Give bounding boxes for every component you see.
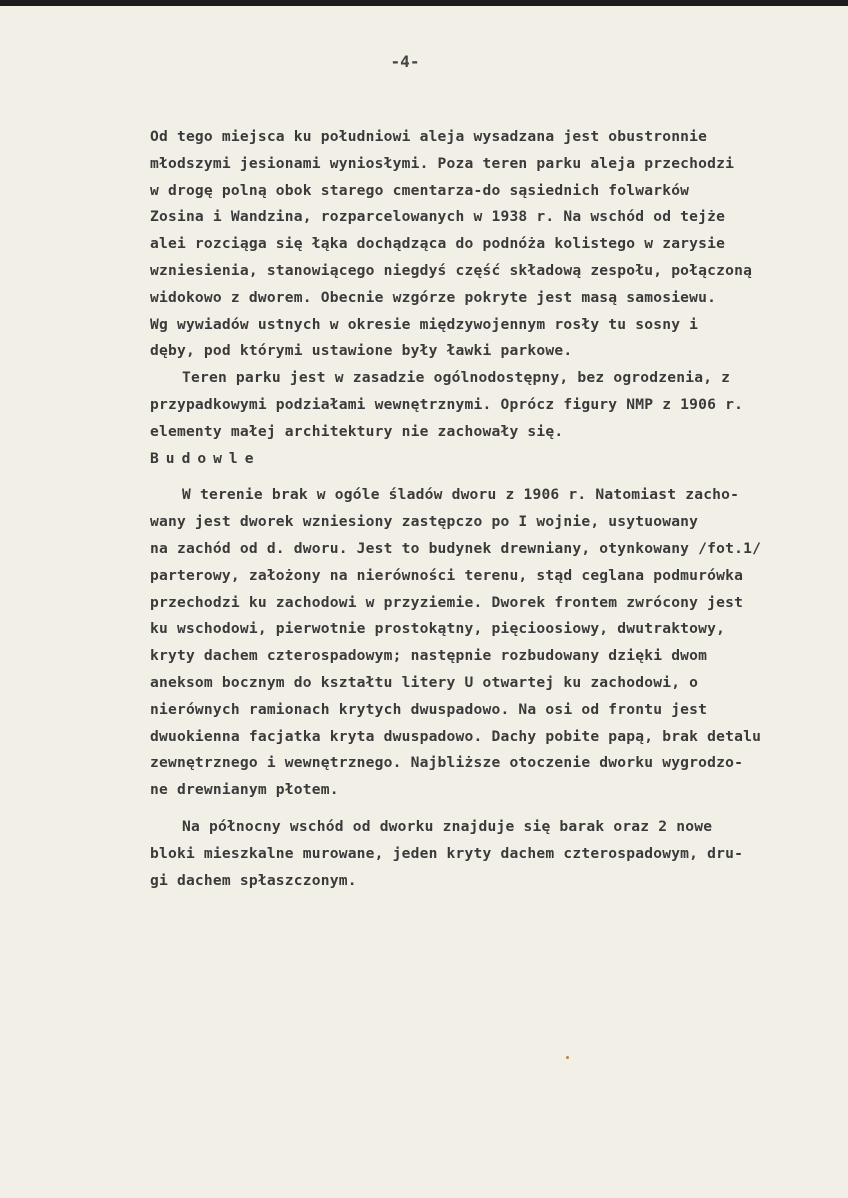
- text-line: W terenie brak w ogóle śladów dworu z 1906 r. Natomiast zacho-: [182, 486, 740, 504]
- text-line: Na północny wschód od dworku znajduje się barak oraz 2 nowe: [182, 817, 713, 835]
- section-heading: Budowle: [150, 449, 261, 467]
- text-line: widokowo z dworem. Obecnie wzgórze pokryte jest masą samosiewu.: [150, 288, 717, 306]
- text-line: bloki mieszkalne murowane, jeden kryty dachem czterospadowym, dru-: [150, 844, 744, 862]
- text-line: Wg wywiadów ustnych w okresie międzywojennym rosły tu sosny i: [150, 315, 699, 333]
- text-line: w drogę polną obok starego cmentarza-do sąsiednich folwarków: [150, 181, 690, 199]
- text-line: dęby, pod którymi ustawione były ławki parkowe.: [150, 342, 573, 360]
- text-line: zewnętrznego i wewnętrznego. Najbliższe otoczenie dworku wygrodzo-: [150, 754, 744, 772]
- text-line: przechodzi ku zachodowi w przyziemie. Dworek frontem zwrócony jest: [150, 593, 744, 611]
- text-line: ku wschodowi, pierwotnie prostokątny, pięcioosiowy, dwutraktowy,: [150, 620, 726, 638]
- text-line: gi dachem spłaszczonym.: [150, 871, 357, 889]
- text-line: wany jest dworek wzniesiony zastępczo po I wojnie, usytuowany: [150, 513, 699, 531]
- text-line: ne drewnianym płotem.: [150, 781, 339, 799]
- text-line: Od tego miejsca ku południowi aleja wysadzana jest obustronnie: [150, 128, 708, 145]
- text-line: przypadkowymi podziałami wewnętrznymi. Oprócz figury NMP z 1906 r.: [150, 395, 744, 413]
- text-line: kryty dachem czterospadowym; następnie rozbudowany dzięki dwom: [150, 647, 708, 665]
- page-number: -4-: [390, 52, 420, 71]
- text-line: elementy małej architektury nie zachowały się.: [150, 422, 564, 440]
- text-line: Zosina i Wandzina, rozparcelowanych w 1938 r. Na wschód od tejże: [150, 208, 726, 226]
- text-line: na zachód od d. dworu. Jest to budynek drewniany, otynkowany /fot.1/: [150, 539, 762, 557]
- text-line: wzniesienia, stanowiącego niegdyś część składową zespołu, połączoną: [150, 261, 753, 279]
- text-line: parterowy, założony na nierówności terenu, stąd ceglana podmurówka: [150, 566, 744, 584]
- text-line: Teren parku jest w zasadzie ogólnodostępny, bez ogrodzenia, z: [182, 369, 731, 387]
- text-line: aneksom bocznym do kształtu litery U otwartej ku zachodowi, o: [150, 673, 699, 691]
- text-line: młodszymi jesionami wyniosłymi. Poza teren parku aleja przechodzi: [150, 154, 735, 172]
- paper-speck: [566, 1056, 569, 1059]
- text-line: dwuokienna facjatka kryta dwuspadowo. Dachy pobite papą, brak detalu: [150, 727, 762, 745]
- text-line: nierównych ramionach krytych dwuspadowo. Na osi od frontu jest: [150, 700, 708, 718]
- text-line: alei rozciąga się łąka dochądząca do podnóża kolistego w zarysie: [150, 235, 726, 253]
- body-text: [150, 124, 840, 894]
